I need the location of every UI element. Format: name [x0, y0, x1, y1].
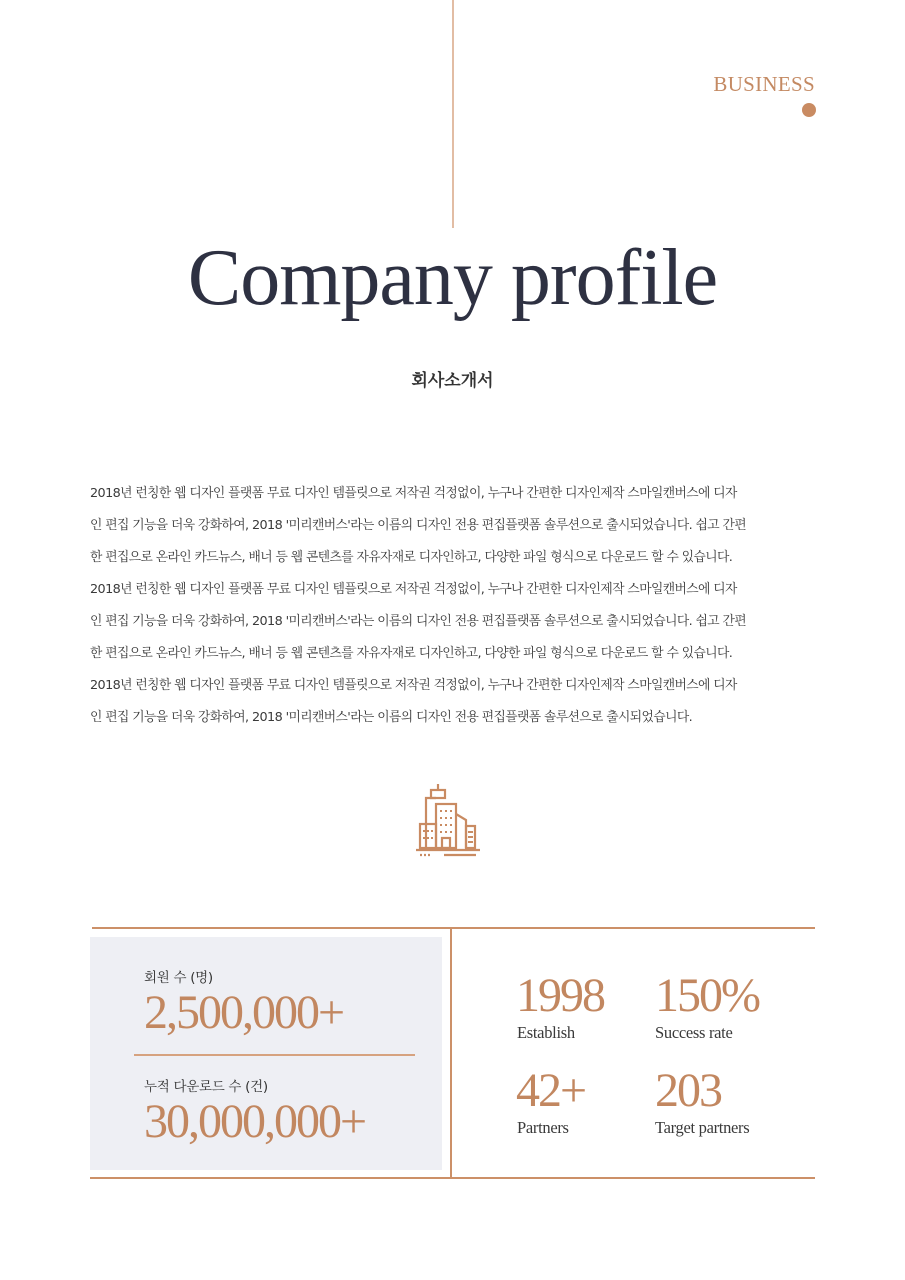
paragraph-line: 인 편집 기능을 더욱 강화하여, 2018 '미리캔버스'라는 이름의 디자인 전용 편집플랫폼 솔루션으로 출시되었습니다. 쉽고 간편: [90, 518, 747, 533]
paragraph-line: 2018년 런칭한 웹 디자인 플랫폼 무료 디자인 템플릿으로 저작권 걱정없이, 누구나 간편한 디자인제작 스마일캔버스에 디자: [90, 678, 737, 693]
stats-column-divider: [450, 927, 452, 1177]
partners-label: Partners: [517, 1118, 569, 1137]
building-icon: [414, 782, 482, 858]
category-label: BUSINESS: [713, 72, 815, 96]
members-value: 2,500,000+: [144, 986, 344, 1039]
establish-value: 1998: [516, 969, 604, 1022]
paragraph-line: 한 편집으로 온라인 카드뉴스, 배너 등 웹 콘텐츠를 자유자재로 디자인하고, 다양한 파일 형식으로 다운로드 할 수 있습니다.: [90, 550, 733, 565]
success-rate-value: 150%: [655, 969, 759, 1022]
page-title: Company profile: [187, 234, 718, 322]
paragraph-line: 2018년 런칭한 웹 디자인 플랫폼 무료 디자인 템플릿으로 저작권 걱정없이, 누구나 간편한 디자인제작 스마일캔버스에 디자: [90, 486, 737, 501]
page-subtitle: 회사소개서: [411, 371, 494, 391]
stats-bottom-rule: [90, 1177, 815, 1179]
establish-label: Establish: [517, 1023, 575, 1042]
target-partners-value: 203: [655, 1064, 721, 1117]
primary-stats-panel: [90, 937, 442, 1170]
paragraph-line: 한 편집으로 온라인 카드뉴스, 배너 등 웹 콘텐츠를 자유자재로 디자인하고, 다양한 파일 형식으로 다운로드 할 수 있습니다.: [90, 646, 733, 661]
accent-dot: [802, 103, 816, 117]
downloads-value: 30,000,000+: [144, 1095, 366, 1148]
partners-value: 42+: [516, 1064, 586, 1117]
downloads-label: 누적 다운로드 수 (건): [144, 1079, 268, 1095]
members-label: 회원 수 (명): [144, 970, 213, 986]
paragraph-line: 2018년 런칭한 웹 디자인 플랫폼 무료 디자인 템플릿으로 저작권 걱정없이, 누구나 간편한 디자인제작 스마일캔버스에 디자: [90, 582, 737, 597]
target-partners-label: Target partners: [655, 1118, 750, 1137]
paragraph-line: 인 편집 기능을 더욱 강화하여, 2018 '미리캔버스'라는 이름의 디자인 전용 편집플랫폼 솔루션으로 출시되었습니다. 쉽고 간편: [90, 614, 747, 629]
success-rate-label: Success rate: [655, 1023, 733, 1042]
top-vertical-line: [452, 0, 454, 228]
panel-divider: [134, 1054, 415, 1056]
paragraph-line: 인 편집 기능을 더욱 강화하여, 2018 '미리캔버스'라는 이름의 디자인 전용 편집플랫폼 솔루션으로 출시되었습니다.: [90, 710, 693, 725]
intro-paragraph: [90, 478, 820, 734]
stats-top-rule: [92, 927, 815, 929]
